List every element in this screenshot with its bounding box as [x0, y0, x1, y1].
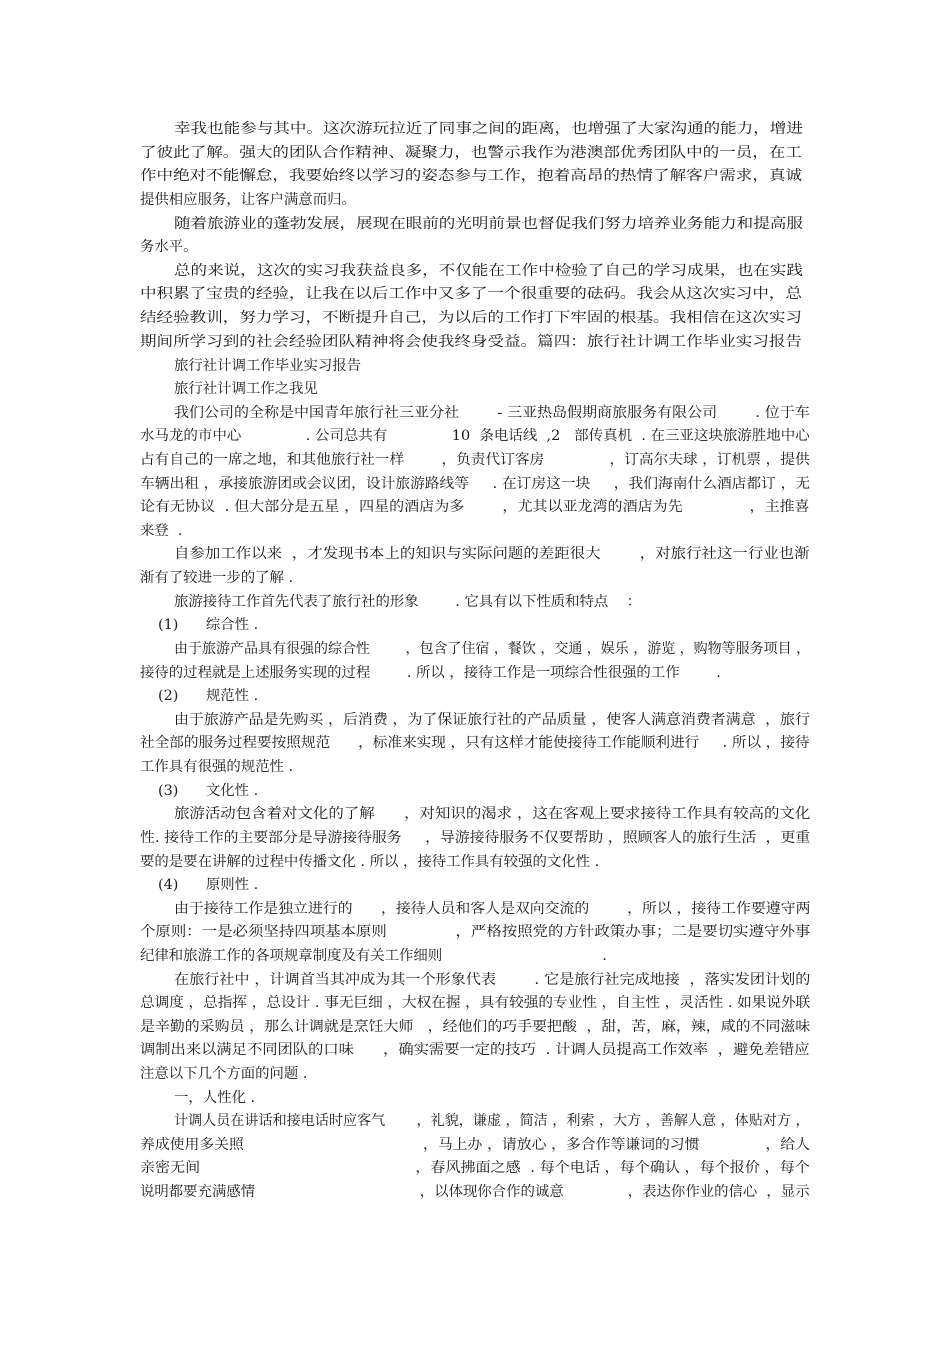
- text-line: 亲密无间 ，春风拂面之感 . 每个电话 ，每个确认 ，每个报价 ，每个: [140, 1160, 810, 1176]
- list-item-heading: (3) 文化性 .: [158, 783, 259, 799]
- text-line: 个原则：一是必须坚持四项基本原则 ，严格按照党的方针政策办事；二是要切实遵守外事: [140, 924, 811, 940]
- text-line: 中积累了宝贵的经验，让我在以后工作中又多了一个很重要的砝码。我会从这次实习中，总: [140, 286, 802, 302]
- text-line: 期间所学习到的社会经验团队精神将会使我终身受益。篇四：旅行社计调工作毕业实习报告: [140, 334, 802, 350]
- text-line: 来登 .: [140, 523, 183, 539]
- text-line: 总调度 ，总指挥 ，总设计 . 事无巨细 ，大权在握 ，具有较强的专业性 ，自主性 ，灵活性 . 如果说外联: [140, 995, 811, 1011]
- text-line: 由于旅游产品具有很强的综合性 ，包含了住宿 ，餐饮 ，交通 ，娱乐 ，游览 ，购物等服务项目 ，: [174, 641, 811, 657]
- section-heading: 一，人性化 .: [174, 1090, 256, 1106]
- text-line: 提供相应服务，让客户满意而归。: [140, 192, 356, 208]
- text-line: 作中绝对不能懈怠，我要始终以学习的姿态参与工作，抱着高昂的热情了解客户需求，真诚: [140, 168, 802, 184]
- text-line: 自参加工作以来 ，才发现书本上的知识与实际问题的差距很大 ，对旅行社这一行业也渐: [174, 546, 810, 562]
- list-item-heading: (4) 原则性 .: [158, 877, 259, 893]
- text-line: 是辛勤的采购员 ，那么计调就是烹饪大师 ，经他们的巧手要把酸 ，甜，苦，麻，辣，咸的不同滋味: [140, 1019, 811, 1035]
- section-heading: 旅行社计调工作毕业实习报告: [174, 358, 362, 374]
- text-line: 旅游活动包含着对文化的了解 ，对知识的渴求 ，这在客观上要求接待工作具有较高的文化: [174, 806, 811, 822]
- text-line: 结经验教训，努力学习，不断提升自己，为以后的工作打下牢固的根基。我相信在这次实习: [140, 310, 802, 326]
- text-line: 了彼此了解。强大的团队合作精神、凝聚力，也警示我作为港澳部优秀团队中的一员，在工: [140, 145, 802, 161]
- text-line: 由于旅游产品是先购买 ，后消费 ，为了保证旅行社的产品质量 ，使客人满意消费者满意 ，旅行: [174, 712, 810, 728]
- text-line: 在旅行社中 ，计调首当其冲成为其一个形象代表 . 它是旅行社完成地接 ，落实发团计划的: [174, 972, 811, 988]
- text-line: 车辆出租 ，承接旅游团或会议团，设计旅游路线等 . 在订房这一块 ，我们海南什么酒店都订 ，无: [140, 476, 811, 492]
- text-line: 论有无协议 . 但大部分是五星 ，四星的酒店为多 ，尤其以亚龙湾的酒店为先 ，主推喜: [140, 499, 810, 515]
- text-line: 务水平。: [140, 239, 198, 255]
- text-line: 性. 接待工作的主要部分是导游接待服务 ，导游接待服务不仅要帮助 ，照顾客人的旅行生活 ，更重: [140, 830, 811, 846]
- section-heading: 旅行社计调工作之我见: [174, 381, 318, 397]
- text-line: 旅游接待工作首先代表了旅行社的形象 . 它具有以下性质和特点 ：: [174, 594, 641, 610]
- text-line: 由于接待工作是独立进行的 ，接待人员和客人是双向交流的 ，所以 ，接待工作要遵守两: [174, 901, 811, 917]
- text-line: 接待的过程就是上述服务实现的过程 . 所以 ，接待工作是一项综合性很强的工作 .: [140, 665, 721, 681]
- text-line: 养成使用多关照 ，马上办 ，请放心 ，多合作等谦词的习惯 ，给人: [140, 1137, 810, 1153]
- text-line: 调制出来以满足不同团队的口味 ，确实需要一定的技巧 . 计调人员提高工作效率 ，避免差错应: [140, 1042, 810, 1058]
- list-item-heading: (2) 规范性 .: [158, 688, 259, 704]
- text-line: 渐有了较进一步的了解 .: [140, 570, 294, 586]
- list-item-heading: (1) 综合性 .: [158, 617, 259, 633]
- text-line: 注意以下几个方面的问题 .: [140, 1066, 308, 1082]
- text-line: 纪律和旅游工作的各项规章制度及有关工作细则 .: [140, 948, 607, 964]
- text-line: 要的是要在讲解的过程中传播文化 . 所以 ，接待工作具有较强的文化性 .: [140, 854, 600, 870]
- text-line: 占有自己的一席之地，和其他旅行社一样 ，负责代订客房 ，订高尔夫球 ，订机票 ，提供: [140, 452, 810, 468]
- text-line: 工作具有很强的规范性 .: [140, 759, 294, 775]
- text-line: 社全部的服务过程要按照规范 ，标准来实现 ，只有这样才能使接待工作能顺利进行 . 所以 ，接待: [140, 735, 810, 751]
- text-line: 计调人员在讲话和接电话时应客气 ，礼貌，谦虚 ，简洁 ，利索 ，大方 ，善解人意 ，体贴对方 ，: [174, 1113, 810, 1129]
- text-line: 随着旅游业的蓬勃发展，展现在眼前的光明前景也督促我们努力培养业务能力和提高服: [174, 216, 803, 232]
- text-line: 说明都要充满感情 ，以体现你合作的诚意 ，表达你作业的信心 ，显示: [140, 1184, 810, 1200]
- text-line: 总的来说，这次的实习我获益良多，不仅能在工作中检验了自己的学习成果，也在实践: [174, 263, 803, 279]
- text-line: 幸我也能参与其中。这次游玩拉近了同事之间的距离，也增强了大家沟通的能力，增进: [174, 121, 803, 137]
- text-line: 我们公司的全称是中国青年旅行社三亚分社 - 三亚热岛假期商旅服务有限公司 . 位于车: [174, 405, 810, 421]
- text-line: 水马龙的市中心 . 公司总共有 10 条电话线 ,2 部传真机 . 在三亚这块旅游胜地中心: [140, 428, 810, 444]
